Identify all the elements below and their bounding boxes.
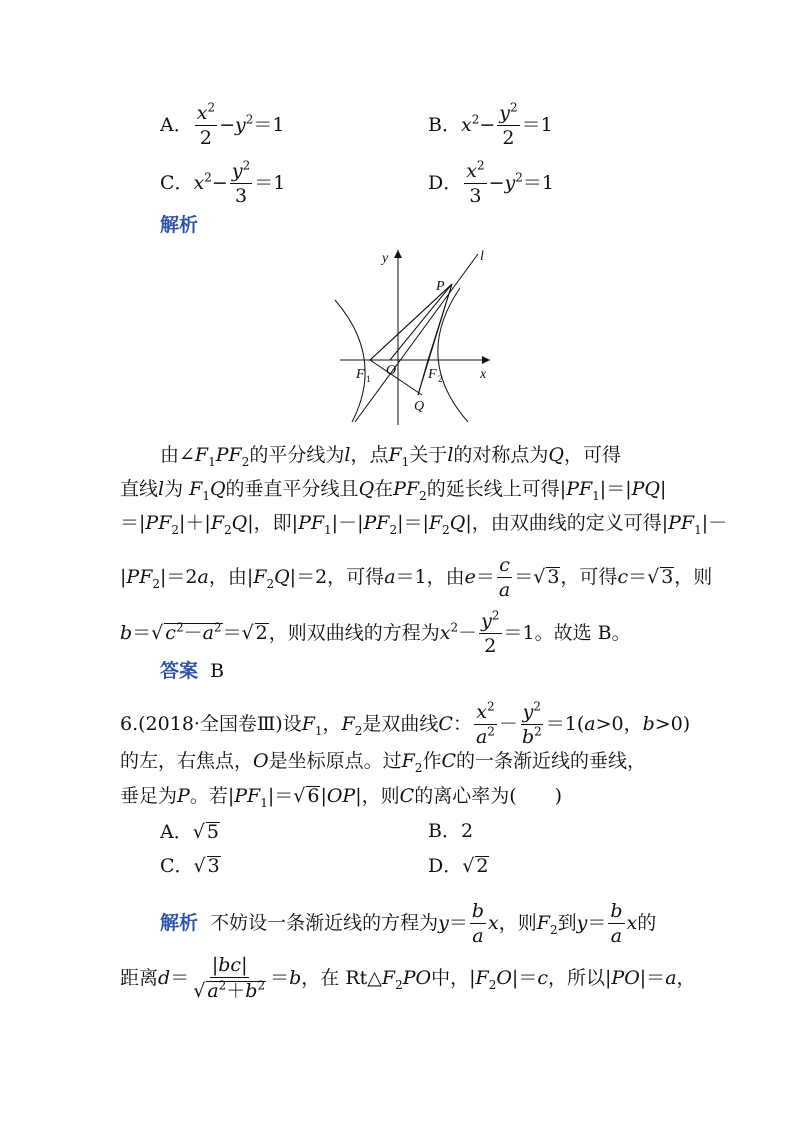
left-branch xyxy=(335,300,365,422)
sol5-line3: $=|PF_2|+|F_2Q|$，即$|PF_1|-|PF_2|=|F_2Q|$，由双曲线的定义可得$|PF_1|-$ xyxy=(120,512,728,537)
option-a-formula: $\frac{x^2}{2}$ xyxy=(196,100,216,149)
q6-frac1: $\frac{x^2}{a^2}$ xyxy=(475,699,495,748)
sol5-line1: 由$\angle F_1PF_2$的平分线为l，点$F_1$关于l的对称点为Q，可得 xyxy=(160,444,621,469)
sol5-t8: 的垂直平分线且 xyxy=(225,478,359,500)
f2q-line xyxy=(418,360,428,395)
q6-frac2: $\frac{y^2}{b^2}$ xyxy=(521,699,542,748)
sol5-t9: 在 xyxy=(374,478,394,500)
q6-t9: ，则 xyxy=(361,785,400,807)
option-b-formula: $\frac{y^2}{2}$ xyxy=(499,100,518,149)
sol5-t12: ，由双曲线的定义可得 xyxy=(471,512,662,534)
q6-t8: 。若 xyxy=(189,785,228,807)
sol6-t3: 到 xyxy=(557,912,577,934)
answer-row xyxy=(160,662,224,681)
option-b-label: B． xyxy=(428,114,461,136)
q6-opt-d-label: D． xyxy=(428,855,463,877)
hyperbola-figure xyxy=(330,240,510,430)
sol5-t1: 由∠ xyxy=(160,444,195,466)
sol5-line2: 直线l为 $F_1Q$的垂直平分线且Q在$PF_2$的延长线上可得$|PF_1|=|PQ|$ xyxy=(120,478,667,503)
q6-t6: 的一条渐近线的垂线， xyxy=(456,750,647,772)
sol5-t3: ，点 xyxy=(350,444,389,466)
sol5-t6: ，可得 xyxy=(563,444,621,466)
sol5-t19: 。故选 B。 xyxy=(534,622,631,644)
result-fraction: $\frac{y^2}{2}$ xyxy=(481,608,500,657)
sol6-t4: 的 xyxy=(637,912,657,934)
q6-t7: 垂足为 xyxy=(120,785,178,807)
option-c-label: C． xyxy=(160,172,194,194)
sol6-frac3: $\frac{|bc|}{√ a^2+b^2}$ xyxy=(193,954,266,1002)
f2-label: F xyxy=(428,367,437,382)
q6-t3: 的左，右焦点， xyxy=(120,750,254,772)
solution-label: 解析 xyxy=(160,214,199,236)
f1-label: F xyxy=(356,367,365,382)
l-label: l xyxy=(480,249,484,264)
sol6-t7: 中， xyxy=(431,966,470,989)
q6-option-d: D．√ 2 xyxy=(428,855,489,877)
y-axis-arrow xyxy=(394,250,402,258)
sol5-t4: 关于 xyxy=(409,444,448,466)
q6-number: 6. xyxy=(120,713,139,735)
sol6-t2: ，则 xyxy=(498,912,537,934)
sol6-t6: ，在 Rt△ xyxy=(301,966,382,989)
q6-option-c: C．√ 3 xyxy=(160,855,220,877)
sol6-t1: 不妨设一条渐近线的方程为 xyxy=(210,912,439,934)
answer-label: 答案 xyxy=(160,660,199,682)
sol5-t5: 的对称点为 xyxy=(453,444,549,466)
q6-source: (2018·全国卷Ⅲ) xyxy=(138,713,283,735)
option-b: B．$x^2-$ $\frac{y^2}{2}$ ＝1 xyxy=(428,100,553,149)
sol6-frac1: $\frac{b}{a}$ xyxy=(471,900,485,947)
sol5-t7: 直线 xyxy=(120,478,159,500)
sol5-t16: ，可得 xyxy=(560,566,618,588)
q-label: Q xyxy=(414,399,425,414)
q6-t1: 设 xyxy=(282,713,302,735)
sol6-line2: 距离d＝ $\frac{|bc|}{√ a^2+b^2}$ ＝b，在 $Rt\triangle F_2PO$中，$|F_2O|=c$，所以|PO|＝a， xyxy=(120,954,696,1002)
sol5-t11: ，即 xyxy=(253,512,292,534)
sol5-line5: b＝√ $c^2-a^2=√$ 2，则双曲线的方程为$x^2-$ $\frac{y^2}{2}$ ＝1。故选 B。 xyxy=(120,608,631,657)
q6-t5: 作 xyxy=(422,750,442,772)
sol5-t14: ，可得 xyxy=(327,566,385,588)
x-label: x xyxy=(480,367,487,382)
sol5-t13: ，由 xyxy=(208,566,247,588)
sol5-t10: 的延长线上可得 xyxy=(426,478,560,500)
q6-t10: 的离心率为( ) xyxy=(414,785,563,807)
option-d: D． $\frac{x^2}{3}$ $-y^2=1$ xyxy=(428,158,554,207)
eccentricity-fraction: $\frac{c}{a}$ xyxy=(498,554,511,601)
q6-t4: 是坐标原点。过 xyxy=(268,750,402,772)
y-label: y xyxy=(382,251,389,266)
sol5-t15: ，由 xyxy=(426,566,465,588)
sol6-frac2: $\frac{b}{a}$ xyxy=(610,900,623,947)
q6-opt-c-label: C． xyxy=(160,855,194,877)
q6-line3: 垂足为P。若$|PF_1|=√$ 6|OP|，则C的离心率为( ) xyxy=(120,785,563,810)
option-c-formula: $\frac{y^2}{3}$ xyxy=(231,158,251,207)
option-d-formula: $\frac{x^2}{3}$ xyxy=(466,158,485,207)
q6-t2: 是双曲线 xyxy=(362,713,439,735)
sol5-line4: $|PF_2|=2a$，由$|F_2Q|=2$，可得a＝1，由e＝ $\frac{c}{a}$ ＝√ 3，可得c＝√ 3，则 xyxy=(120,554,713,601)
answer-value: B xyxy=(210,660,225,682)
f1-sub: 1 xyxy=(366,374,371,384)
q6-option-b xyxy=(428,822,473,841)
option-c: C．$x^2-$ $\frac{y^2}{3}$ ＝1 xyxy=(160,158,286,207)
right-branch xyxy=(438,288,468,422)
q6-opt-b-value: 2 xyxy=(460,820,474,842)
option-d-label: D． xyxy=(428,172,463,194)
q6-line1: 6.(2018·全国卷Ⅲ)设$F_1$，$F_2$是双曲线C： $\frac{x^2}{a^2}$ － $\frac{y^2}{b^2}$ ＝1(a>0，b>0) xyxy=(120,699,691,748)
x-axis-arrow xyxy=(482,356,490,364)
q6-option-a: A．√ 5 xyxy=(160,821,219,843)
sol5-t2: 的平分线为 xyxy=(249,444,345,466)
option-a-label: A． xyxy=(160,114,193,136)
sol6-t8: ，所以 xyxy=(547,966,605,989)
p-label: P xyxy=(436,279,445,294)
sol5-t17: ，则 xyxy=(674,566,713,588)
sol5-t18: ，则双曲线的方程为 xyxy=(268,622,440,644)
f2-sub: 2 xyxy=(438,374,443,384)
bisector-line xyxy=(355,254,478,422)
q6-opt-b-label: B． xyxy=(428,820,461,842)
q6-line2: 的左，右焦点，O是坐标原点。过$F_2$作C的一条渐近线的垂线， xyxy=(120,750,647,775)
sol6-line1: 解析 不妨设一条渐近线的方程为y＝ $\frac{b}{a}$ x，则$F_2$到y＝ $\frac{b}{a}$ x的 xyxy=(160,900,657,947)
sol6-label: 解析 xyxy=(160,912,199,934)
option-a: A． $\frac{x^2}{2}$ $-y^2=1$ xyxy=(160,100,285,149)
q6-opt-a-label: A． xyxy=(160,821,193,843)
o-label: O xyxy=(386,363,397,378)
sol6-t5: 距离 xyxy=(120,966,159,989)
